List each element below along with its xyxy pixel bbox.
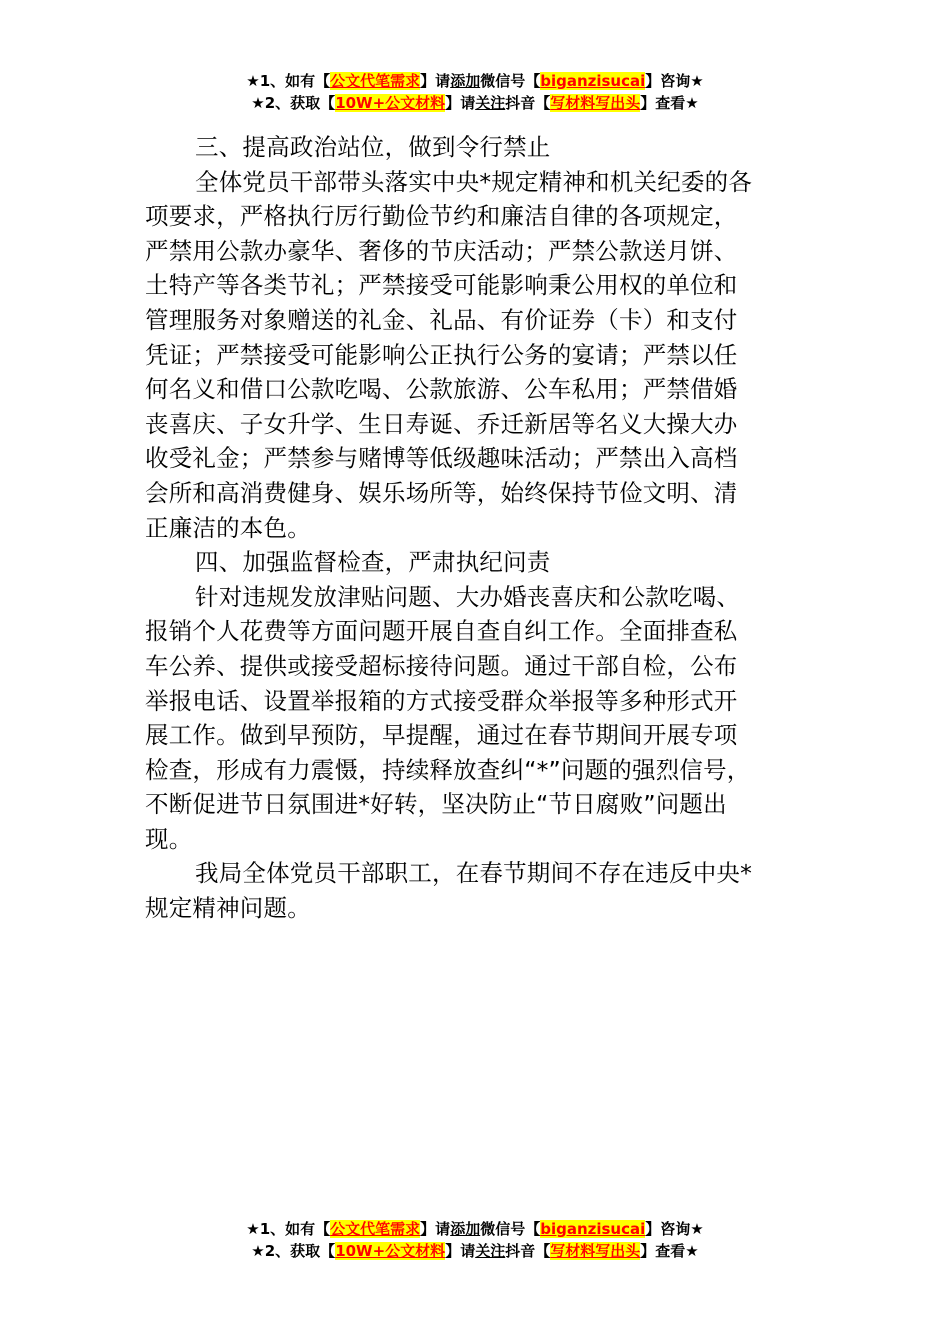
- header-1-wechat-label: 微信号【: [480, 72, 541, 90]
- footer-line-2: [0, 1240, 950, 1262]
- paragraph-line: 报销个人花费等方面问题开展自查自纠工作。全面排查私: [145, 617, 738, 646]
- footer-2-douyin-label: 抖音【: [505, 1242, 551, 1260]
- footer-2-follow: 关注: [475, 1242, 506, 1260]
- paragraph-line: 我局全体党员干部职工，在春节期间不存在违反中央*: [195, 859, 753, 888]
- header-2-follow: 关注: [475, 94, 506, 112]
- footer-1-suffix: 】咨询★: [645, 1220, 704, 1238]
- footer-line-1: [0, 1218, 950, 1240]
- paragraph-line: 举报电话、设置举报箱的方式接受群众举报等多种形式开: [145, 686, 738, 715]
- paragraph-line: 严禁用公款办豪华、奢侈的节庆活动；严禁公款送月饼、: [145, 236, 738, 265]
- header-1-add: 添加: [450, 72, 481, 90]
- header-1-highlight-service: 公文代笔需求: [330, 72, 421, 90]
- header-2-highlight-materials: 10W+公文材料: [335, 94, 446, 112]
- header-2-douyin-label: 抖音【: [505, 94, 551, 112]
- footer-1-highlight-service: 公文代笔需求: [330, 1220, 421, 1238]
- paragraph-line: 现。: [145, 824, 193, 853]
- paragraph-line: 车公养、提供或接受超标接待问题。通过干部自检，公布: [145, 651, 738, 680]
- header-2-suffix: 】查看★: [640, 94, 699, 112]
- header-2-douyin-id: 写材料写出头: [550, 94, 641, 112]
- footer-2-douyin-id: 写材料写出头: [550, 1242, 641, 1260]
- footer-banner: [0, 1218, 950, 1262]
- header-1-wechat-id: biganzisucai: [540, 72, 646, 90]
- paragraph-line: 管理服务对象赠送的礼金、礼品、有价证券（卡）和支付: [145, 305, 738, 334]
- paragraph-line: 全体党员干部带头落实中央*规定精神和机关纪委的各: [195, 167, 753, 196]
- header-1-text: 】请: [420, 72, 451, 90]
- paragraph-line: 正廉洁的本色。: [145, 513, 311, 542]
- header-line-2: [0, 92, 950, 114]
- footer-2-highlight-materials: 10W+公文材料: [335, 1242, 446, 1260]
- footer-1-prefix: ★1、如有【: [246, 1220, 331, 1238]
- header-banner: [0, 70, 950, 114]
- footer-1-text: 】请: [420, 1220, 451, 1238]
- paragraph-line: 凭证；严禁接受可能影响公正执行公务的宴请；严禁以任: [145, 340, 738, 369]
- header-2-prefix: ★2、获取【: [251, 94, 336, 112]
- footer-2-prefix: ★2、获取【: [251, 1242, 336, 1260]
- paragraph-line: 会所和高消费健身、娱乐场所等，始终保持节俭文明、清: [145, 478, 738, 507]
- paragraph-line: 规定精神问题。: [145, 894, 311, 923]
- paragraph-line: 土特产等各类节礼；严禁接受可能影响秉公用权的单位和: [145, 271, 738, 300]
- paragraph-line: 收受礼金；严禁参与赌博等低级趣味活动；严禁出入高档: [145, 444, 738, 473]
- header-1-suffix: 】咨询★: [645, 72, 704, 90]
- paragraph-line: 何名义和借口公款吃喝、公款旅游、公车私用；严禁借婚: [145, 375, 738, 404]
- footer-2-text: 】请: [445, 1242, 476, 1260]
- paragraph-line: 项要求，严格执行厉行勤俭节约和廉洁自律的各项规定，: [145, 202, 738, 231]
- footer-1-add: 添加: [450, 1220, 481, 1238]
- footer-1-wechat-label: 微信号【: [480, 1220, 541, 1238]
- section-heading-3: 三、提高政治站位，做到令行禁止: [195, 133, 551, 161]
- paragraph-line: 检查，形成有力震慑，持续释放查纠“*”问题的强烈信号，: [145, 755, 751, 784]
- header-1-prefix: ★1、如有【: [246, 72, 331, 90]
- footer-1-wechat-id: biganzisucai: [540, 1220, 646, 1238]
- header-2-text: 】请: [445, 94, 476, 112]
- paragraph-line: 展工作。做到早预防，早提醒，通过在春节期间开展专项: [145, 721, 738, 750]
- header-line-1: [0, 70, 950, 92]
- document-body: [145, 130, 810, 926]
- footer-2-suffix: 】查看★: [640, 1242, 699, 1260]
- paragraph-line: 针对违规发放津贴问题、大办婚丧喜庆和公款吃喝、: [195, 582, 741, 611]
- paragraph-line: 不断促进节日氛围进*好转，坚决防止“节日腐败”问题出: [145, 790, 727, 819]
- paragraph-line: 丧喜庆、子女升学、生日寿诞、乔迁新居等名义大操大办: [145, 409, 738, 438]
- section-heading-4: 四、加强监督检查，严肃执纪问责: [195, 548, 551, 577]
